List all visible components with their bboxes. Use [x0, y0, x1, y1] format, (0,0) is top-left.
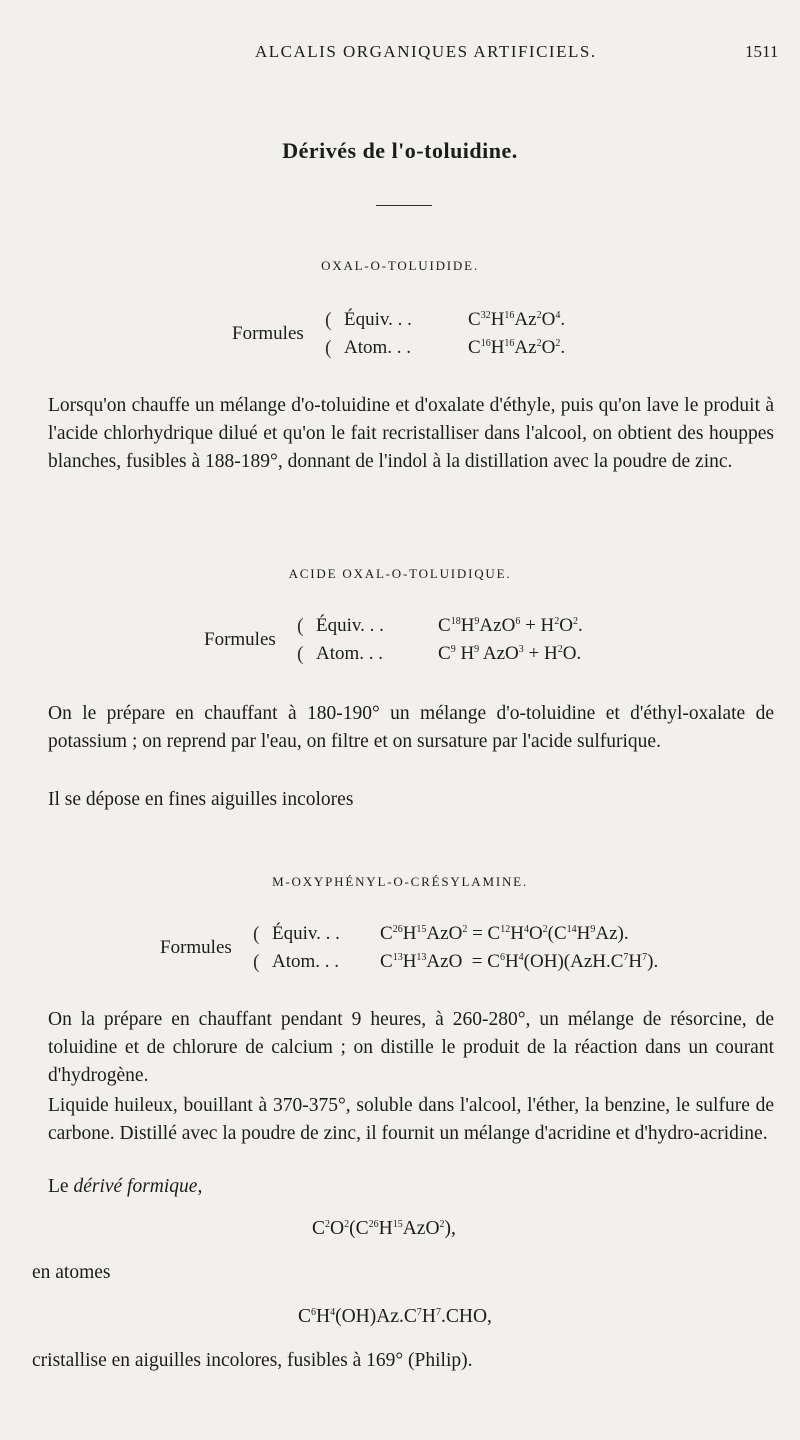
formula-equiv: $C^{26}H^{15}AzO^2 = C^{12}H^4O^2(C^{14}H^9Az)$.	[380, 923, 629, 944]
formula-system: Atom. . .	[344, 337, 412, 358]
paragraph: On le prépare en chauffant à 180-190° un mélange d'o-toluidine et d'éthyl-oxalate de potassium ; on reprend par l'eau, on filtre et on sursature par l'acide sulfurique.	[48, 703, 774, 752]
formula-equiv: $C^{18}H^9AzO^6 + H^2O^2$.	[438, 615, 583, 636]
paragraph: Lorsqu'on chauffe un mélange d'o-toluidine et d'oxalate d'éthyle, puis qu'on lave le produit à l'acide chlorhydrique dilué et qu'on le fait recristalliser dans l'alcool, on obtient des houppes blanches, fusibles à 188-189°, donnant de l'indol à la distillation avec la poudre de zinc.	[48, 395, 774, 472]
paragraph: Il se dépose en fines aiguilles incolores	[48, 789, 354, 810]
formic-intro	[48, 1176, 202, 1198]
compound-title: OXAL-O-TOLUIDIDE.	[321, 258, 479, 273]
formic-intro-text: Le	[48, 1176, 74, 1197]
section-title: Dérivés de l'o-toluidine.	[282, 138, 518, 163]
compound-title: M-OXYPHÉNYL-O-CRÉSYLAMINE.	[272, 874, 528, 889]
brace-bottom: (	[253, 951, 260, 973]
formula-block	[160, 920, 720, 980]
formula-label: Formules	[204, 629, 276, 650]
formic-formula-equiv: $C^2O^2(C^{26}H^{15}AzO^2)$,	[312, 1218, 456, 1239]
brace-bottom: (	[325, 337, 332, 359]
brace-top: (	[325, 309, 332, 331]
formula-block	[232, 306, 632, 366]
brace-bottom: (	[297, 643, 304, 665]
formula-label: Formules	[232, 323, 304, 344]
brace-top: (	[297, 615, 304, 637]
formic-atoms-label: en atomes	[32, 1262, 111, 1283]
formic-closing: cristallise en aiguilles incolores, fusibles à 169° (Philip).	[32, 1350, 473, 1371]
compound-title: ACIDE OXAL-O-TOLUIDIQUE.	[288, 566, 512, 581]
formula-block	[204, 612, 644, 672]
running-header: ALCALIS ORGANIQUES ARTIFICIELS.	[255, 42, 597, 61]
formula-system: Atom. . .	[272, 951, 340, 972]
page-number: 1511	[745, 42, 779, 61]
formic-intro-italic: dérivé formique,	[73, 1176, 203, 1197]
formula-system: Équiv. . .	[272, 923, 340, 944]
formula-system: Atom. . .	[316, 643, 384, 664]
title-divider	[376, 205, 432, 206]
paragraph: On la prépare en chauffant pendant 9 heures, à 260-280°, un mélange de résorcine, de toluidine et de chlorure de calcium ; on distille le produit de la réaction dans un courant d'hydrogène.	[48, 1009, 774, 1086]
formula-atom: $C^{16}H^{16}Az^2O^2$.	[468, 337, 566, 358]
formula-system: Équiv. . .	[344, 309, 412, 330]
brace-top: (	[253, 923, 260, 945]
paragraph: Liquide huileux, bouillant à 370-375°, soluble dans l'alcool, l'éther, la benzine, le sulfure de carbone. Distillé avec la poudre de zinc, il fournit un mélange d'acridine et d'hydro-acridine.	[48, 1095, 774, 1144]
formula-atom: $C^{13}H^{13}AzO = C^6H^4(OH)(AzH.C^7H^7)$.	[380, 951, 659, 972]
formula-equiv: $C^{32}H^{16}Az^2O^4$.	[468, 309, 566, 330]
formula-atom: $C^9$ $H^9$ $AzO^3 + H^2O$.	[438, 643, 582, 664]
formula-system: Équiv. . .	[316, 615, 384, 636]
formula-label: Formules	[160, 937, 232, 958]
formic-formula-atom: $C^6H^4(OH)Az.C^7H^7.CHO$,	[298, 1306, 492, 1327]
